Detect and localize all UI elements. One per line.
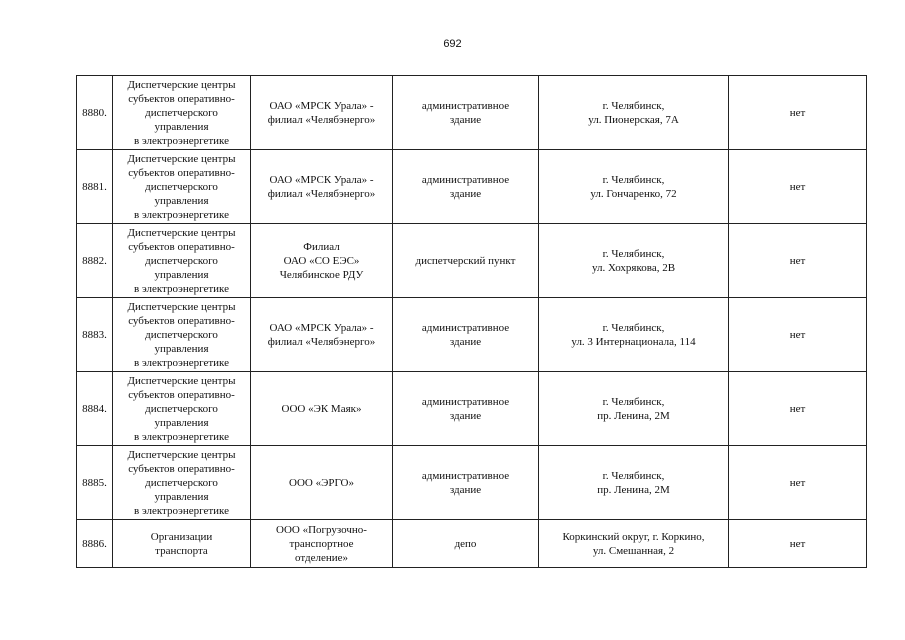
objects-table xyxy=(76,75,867,568)
organization-cell: ОАО «МРСК Урала» - филиал «Челябэнерго» xyxy=(251,150,393,224)
table-row xyxy=(77,76,867,150)
address-cell: г. Челябинск, ул. Пионерская, 7А xyxy=(539,76,729,150)
address-cell: Коркинский округ, г. Коркино, ул. Смешанная, 2 xyxy=(539,520,729,568)
status-cell: нет xyxy=(729,224,867,298)
row-number: 8882. xyxy=(77,224,113,298)
object-type-cell: административное здание xyxy=(393,372,539,446)
category-cell: Диспетчерские центры субъектов оперативно- диспетчерского управления в электроэнергетике xyxy=(113,76,251,150)
object-type-cell: административное здание xyxy=(393,298,539,372)
address-cell: г. Челябинск, ул. 3 Интернационала, 114 xyxy=(539,298,729,372)
row-number: 8886. xyxy=(77,520,113,568)
status-cell: нет xyxy=(729,298,867,372)
address-cell: г. Челябинск, пр. Ленина, 2М xyxy=(539,372,729,446)
status-cell: нет xyxy=(729,76,867,150)
table-row xyxy=(77,224,867,298)
status-cell: нет xyxy=(729,150,867,224)
row-number: 8885. xyxy=(77,446,113,520)
organization-cell: Филиал ОАО «СО ЕЭС» Челябинское РДУ xyxy=(251,224,393,298)
object-type-cell: административное здание xyxy=(393,76,539,150)
category-cell: Диспетчерские центры субъектов оперативно- диспетчерского управления в электроэнергетике xyxy=(113,446,251,520)
address-cell: г. Челябинск, ул. Гончаренко, 72 xyxy=(539,150,729,224)
row-number: 8880. xyxy=(77,76,113,150)
table-row xyxy=(77,446,867,520)
category-cell: Диспетчерские центры субъектов оперативно- диспетчерского управления в электроэнергетике xyxy=(113,372,251,446)
organization-cell: ООО «ЭРГО» xyxy=(251,446,393,520)
status-cell: нет xyxy=(729,446,867,520)
row-number: 8883. xyxy=(77,298,113,372)
organization-cell: ООО «ЭК Маяк» xyxy=(251,372,393,446)
category-cell: Организации транспорта xyxy=(113,520,251,568)
address-cell: г. Челябинск, пр. Ленина, 2М xyxy=(539,446,729,520)
category-cell: Диспетчерские центры субъектов оперативно- диспетчерского управления в электроэнергетике xyxy=(113,224,251,298)
category-cell: Диспетчерские центры субъектов оперативно- диспетчерского управления в электроэнергетике xyxy=(113,298,251,372)
table-row xyxy=(77,372,867,446)
row-number: 8884. xyxy=(77,372,113,446)
address-cell: г. Челябинск, ул. Хохрякова, 2В xyxy=(539,224,729,298)
row-number: 8881. xyxy=(77,150,113,224)
status-cell: нет xyxy=(729,372,867,446)
object-type-cell: диспетчерский пункт xyxy=(393,224,539,298)
table-row xyxy=(77,298,867,372)
page-number: 692 xyxy=(443,38,462,50)
object-type-cell: административное здание xyxy=(393,150,539,224)
category-cell: Диспетчерские центры субъектов оперативно- диспетчерского управления в электроэнергетике xyxy=(113,150,251,224)
status-cell: нет xyxy=(729,520,867,568)
table-row xyxy=(77,150,867,224)
organization-cell: ОАО «МРСК Урала» - филиал «Челябэнерго» xyxy=(251,298,393,372)
object-type-cell: административное здание xyxy=(393,446,539,520)
table-row xyxy=(77,520,867,568)
object-type-cell: депо xyxy=(393,520,539,568)
organization-cell: ООО «Погрузочно- транспортное отделение» xyxy=(251,520,393,568)
organization-cell: ОАО «МРСК Урала» - филиал «Челябэнерго» xyxy=(251,76,393,150)
